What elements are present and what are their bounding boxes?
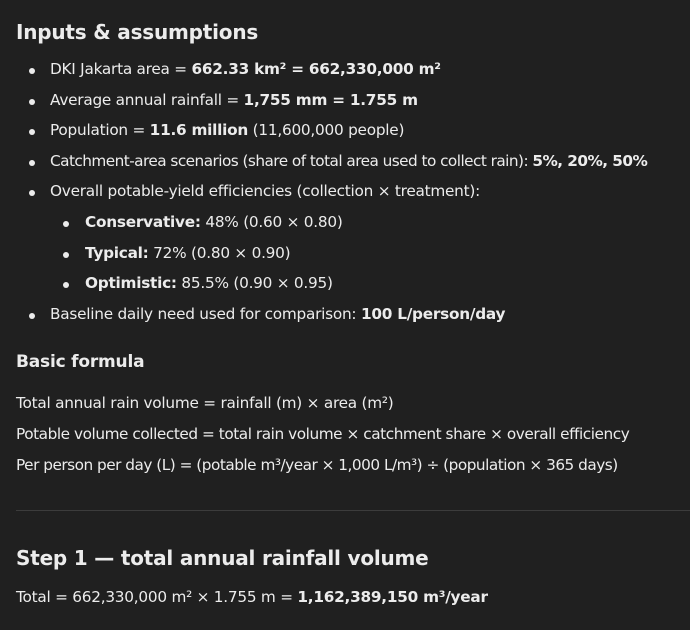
efficiency-label: Overall potable-yield efficiencies (collection × treatment):	[50, 182, 480, 200]
conservative-label: Conservative:	[85, 213, 201, 231]
catchment-label: Catchment-area scenarios (share of total area used to collect rain):	[50, 152, 533, 170]
step1-label: Total = 662,330,000 m² × 1.755 m =	[16, 588, 298, 606]
typical-value: 72% (0.80 × 0.90)	[148, 244, 291, 262]
step1-heading: Step 1 — total annual rainfall volume	[16, 546, 429, 570]
section-divider	[16, 510, 690, 511]
area-value: 662.33 km² = 662,330,000 m²	[191, 60, 441, 78]
rainfall-value: 1,755 mm = 1.755 m	[243, 91, 418, 109]
bullet-marker	[63, 252, 69, 258]
formula-line-per-person: Per person per day (L) = (potable m³/year × 1,000 L/m³) ÷ (population × 365 days)	[16, 456, 618, 474]
formula-heading: Basic formula	[16, 352, 145, 372]
baseline-label: Baseline daily need used for comparison:	[50, 305, 361, 323]
baseline-value: 100 L/person/day	[360, 305, 506, 323]
bullet-marker	[29, 313, 35, 319]
list-item-efficiency	[50, 182, 480, 200]
bullet-marker	[63, 282, 69, 288]
bullet-marker	[29, 190, 35, 196]
list-item-typical	[85, 244, 290, 262]
step1-total-line	[16, 588, 488, 606]
population-label: Population =	[50, 121, 150, 139]
optimistic-label: Optimistic:	[85, 274, 177, 292]
list-item-area	[50, 60, 441, 78]
inputs-heading: Inputs & assumptions	[16, 20, 259, 44]
population-suffix: (11,600,000 people)	[248, 121, 405, 139]
bullet-marker	[29, 129, 35, 135]
list-item-rainfall	[50, 91, 418, 109]
list-item-conservative	[85, 213, 343, 231]
bullet-marker	[29, 99, 35, 105]
step1-value: 1,162,389,150 m³/year	[297, 588, 488, 606]
bottom-edge	[0, 622, 690, 630]
bullet-marker	[29, 160, 35, 166]
formula-line-potable-volume: Potable volume collected = total rain volume × catchment share × overall efficiency	[16, 425, 630, 443]
formula-line-rain-volume: Total annual rain volume = rainfall (m) × area (m²)	[16, 394, 394, 412]
area-label: DKI Jakarta area =	[50, 60, 192, 78]
optimistic-value: 85.5% (0.90 × 0.95)	[176, 274, 333, 292]
catchment-value: 5%, 20%, 50%	[532, 152, 648, 170]
population-value: 11.6 million	[149, 121, 249, 139]
bullet-marker	[63, 221, 69, 227]
list-item-optimistic	[85, 274, 333, 292]
list-item-population	[50, 121, 404, 139]
bullet-marker	[29, 68, 35, 74]
rainfall-label: Average annual rainfall =	[50, 91, 244, 109]
typical-label: Typical:	[85, 244, 149, 262]
list-item-catchment	[50, 152, 647, 170]
list-item-baseline	[50, 305, 505, 323]
conservative-value: 48% (0.60 × 0.80)	[200, 213, 343, 231]
